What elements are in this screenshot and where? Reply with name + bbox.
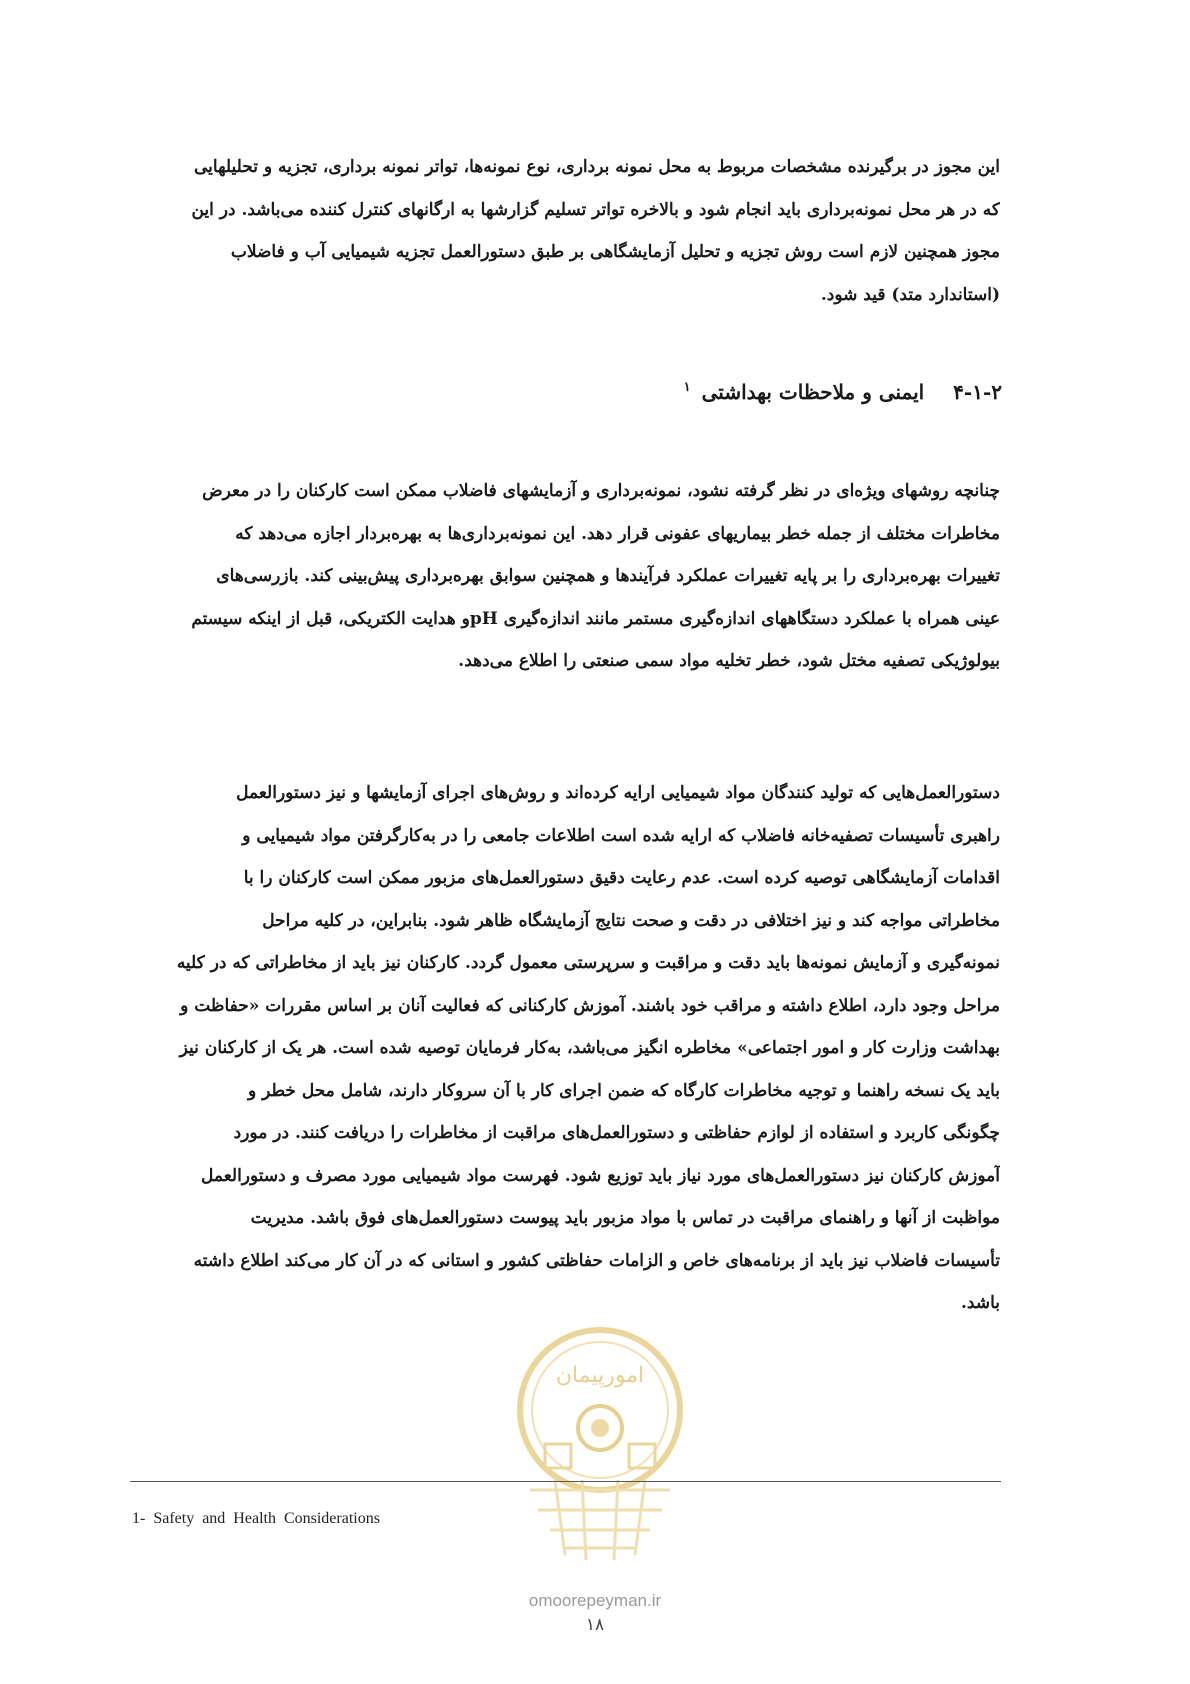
- section-number: ۴-۱-۲: [953, 380, 1002, 404]
- page-number: ۱۸: [585, 1615, 605, 1635]
- text-line: مواظبت از آنها و راهنمای مراقبت در تماس با مواد مزبور باید پیوست دستورالعمل‌های فوق باشد. مدیریت: [250, 1208, 1000, 1228]
- text-line: مخاطرات مختلف از جمله خطر بیماریهای عفونی قرار دهد. این نمونه‌برداری‌ها به بهره‌بردار اجازه می‌دهد که: [235, 523, 1000, 544]
- text-line: مخاطراتی مواجه کند و نیز اختلافی در دقت و صحت نتایج آزمایشگاه ظاهر شود. بنابراین، در کلیه مراحل: [262, 910, 1000, 931]
- footnote-reference: ۱: [683, 380, 691, 396]
- text-line: چنانچه روشهای ویژه‌ای در نظر گرفته نشود، نمونه‌برداری و آزمایشهای فاضلاب ممکن است کارکنان را در معرض: [202, 481, 1000, 501]
- text-line: باید یک نسخه راهنما و توجیه مخاطرات کارگاه که ضمن اجرای کار با آن سروکار دارند، شامل محل خطر و: [247, 1080, 1000, 1101]
- text-line: چگونگی کاربرد و استفاده از لوازم حفاظتی و دستورالعمل‌های مراقبت از مخاطرات را دریافت کنند. در مورد: [233, 1123, 1000, 1143]
- text-line: مراحل وجود دارد، اطلاع داشته و مراقب خود باشند. آموزش کارکنانی که فعالیت آنان بر اساس مقررات «حفاظت و: [180, 995, 1000, 1016]
- text-line: تغییرات بهره‌برداری را بر پایه تغییرات عملکرد فرآیندها و همچنین سوابق بهره‌برداری پیش‌بینی کند. بازرسی‌های: [216, 566, 1000, 586]
- text-line: دستورالعمل‌هایی که تولید کنندگان مواد شیمیایی ارایه کرده‌اند و روش‌های اجرای آزمایشها و نیز دستورالعمل: [236, 783, 1000, 803]
- watermark-site-text: omoorepeyman.ir: [528, 1591, 662, 1610]
- text-line: تأسیسات فاضلاب نیز باید از برنامه‌های خاص و الزامات حفاظتی کشور و استانی که در آن کار می‌کند اطلاع داشته: [193, 1250, 1000, 1271]
- text-line: بیولوژیکی تصفیه مختل شود، خطر تخلیه مواد سمی صنعتی را اطلاع می‌دهد.: [458, 651, 1000, 671]
- text-line: که در هر محل نمونه‌برداری باید انجام شود و بالاخره تواتر تسلیم گزارشها به ارگانهای کنترل کننده می‌باشد. در این: [191, 199, 1000, 220]
- text-line: باشد.: [961, 1293, 1000, 1313]
- text-line: مجوز همچنین لازم است روش تجزیه و تحلیل آزمایشگاهی بر طبق دستورالعمل تجزیه شیمیایی آب و فاضلاب: [230, 242, 1000, 262]
- text-line: اقدامات آزمایشگاهی توصیه کرده است. عدم رعایت دقیق دستورالعمل‌های مزبور ممکن است کارکنان را با: [243, 868, 1000, 888]
- text-line: عینی همراه با عملکرد دستگاههای اندازه‌گیری مستمر مانند اندازه‌گیری pHو هدایت الکتریکی، قبل از اینکه سیستم: [191, 608, 1000, 629]
- text-line: (استاندارد متد) قید شود.: [820, 284, 1000, 305]
- watermark-logo-text: امورپیمان: [555, 1363, 645, 1388]
- footnote-divider: [130, 1481, 1001, 1482]
- section-heading: [684, 380, 1002, 404]
- paragraph-permit-requirements: [140, 146, 1000, 316]
- paragraph-sampling-hazards: [140, 470, 1000, 683]
- footnote-text: 1- Safety and Health Considerations: [132, 1510, 380, 1527]
- text-line: راهبری تأسیسات تصفیه‌خانه فاضلاب که ارایه شده است اطلاعات جامعی را در به‌کارگرفتن مواد شیمیایی و: [242, 825, 1000, 846]
- text-line: نمونه‌گیری و آزمایش نمونه‌ها باید دقت و مراقبت و سرپرستی معمول گردد. کارکنان نیز باید از مخاطراتی که در کلیه: [176, 953, 1000, 973]
- paragraph-instructions-training: [140, 772, 1000, 1325]
- text-line: بهداشت وزارت کار و امور اجتماعی» مخاطره انگیز می‌باشد، به‌کار فرمایان توصیه شده است. هر یک از کارکنان نیز: [179, 1038, 1000, 1058]
- text-line: آموزش کارکنان نیز دستورالعمل‌های مورد نیاز باید توزیع شود. فهرست مواد شیمیایی مورد مصرف و دستورالعمل: [201, 1165, 1000, 1186]
- section-title: ایمنی و ملاحظات بهداشتی: [701, 380, 925, 404]
- watermark-logo: [510, 1320, 690, 1570]
- text-line: این مجوز در برگیرنده مشخصات مربوط به محل نمونه برداری، نوع نمونه‌ها، تواتر نمونه برداری، تجزیه و تحلیلهایی: [194, 157, 1000, 177]
